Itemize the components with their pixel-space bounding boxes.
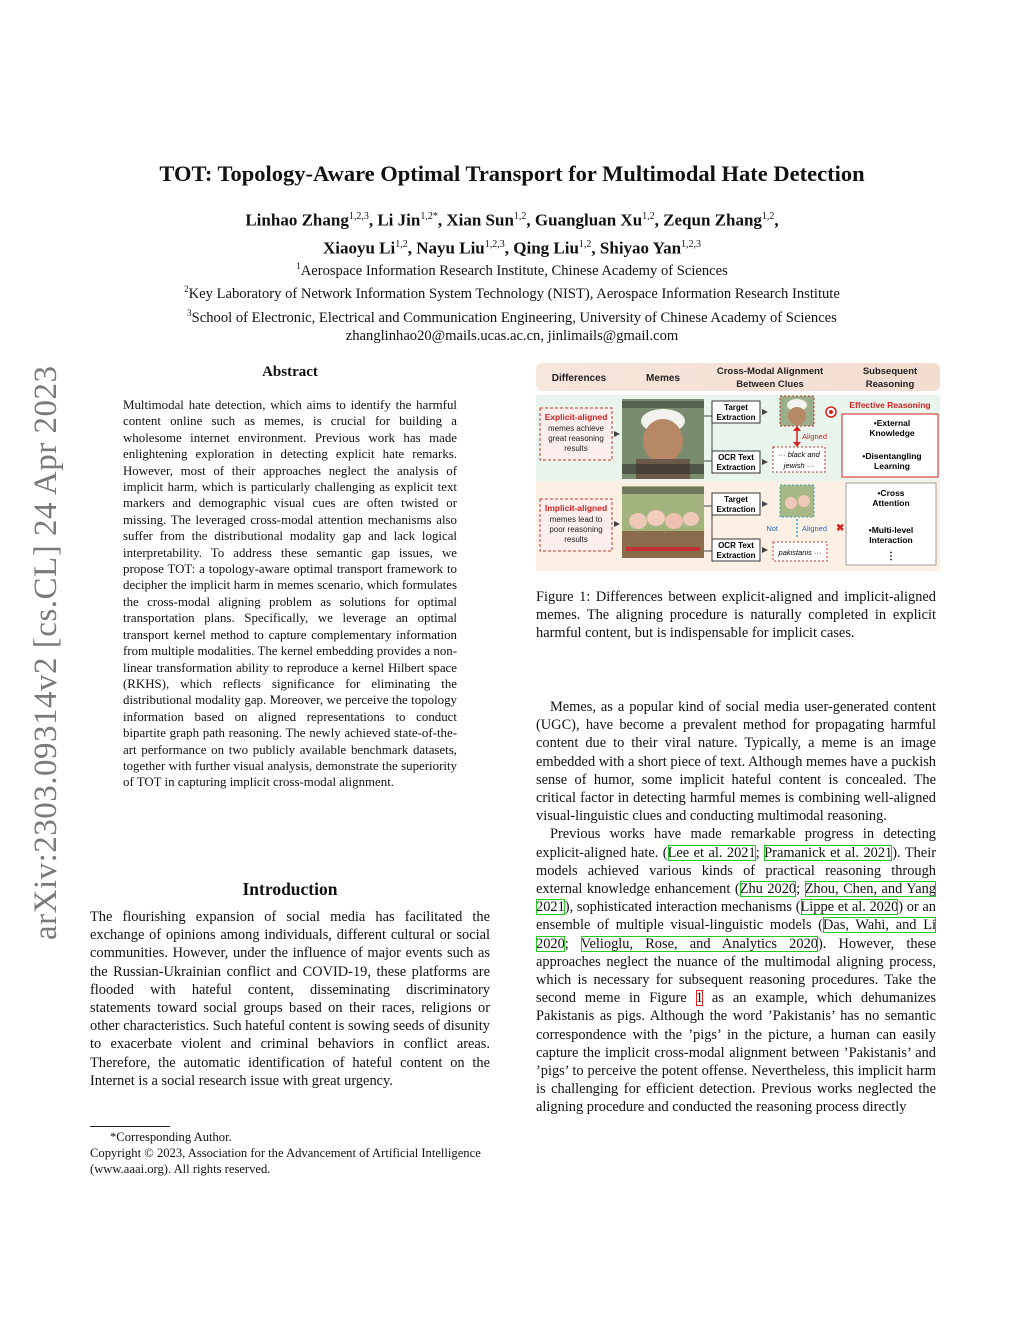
affil-text: School of Electronic, Electrical and Communication Engineering, University of Chinese Academy of Sciences xyxy=(191,309,837,326)
author-line-2: Xiaoyu Li$^{1,2}$, Nayu Liu$^{1,2,3}$, Qing Liu$^{1,2}$, Shiyao Yan$^{1,2,3}$ xyxy=(322,238,702,258)
black-jewish-1: ··· black and xyxy=(778,450,820,459)
ocr-extraction-2: Extraction xyxy=(716,463,756,472)
check-circle-dot xyxy=(829,410,833,414)
citation-link[interactable]: Lee et al. 2021 xyxy=(667,844,756,861)
fig-col-memes: Memes xyxy=(646,373,680,384)
citation-link[interactable]: Lippe et al. 2020 xyxy=(800,899,899,916)
author-affil-sup: 1,2 xyxy=(513,211,527,222)
author-list xyxy=(0,205,1024,260)
affil-sup: 2 xyxy=(184,284,189,295)
author: Linhao Zhang xyxy=(245,210,349,230)
ocr-extraction-1: OCR Text xyxy=(718,541,754,550)
aligned-label: Aligned xyxy=(802,432,828,441)
author-affil-sup: 1,2 xyxy=(642,211,655,222)
citation-link[interactable]: Das, Wahi, and Li 2020 xyxy=(536,917,936,952)
figure-1-diagram xyxy=(536,361,940,573)
text-run: ; xyxy=(755,844,765,861)
author-affil-sup: 1,2 xyxy=(761,211,775,222)
ocr-extraction-2: Extraction xyxy=(716,551,756,560)
text-run: ; xyxy=(564,935,581,952)
explicit-line-1: memes achieve xyxy=(547,424,605,433)
paragraph-memes: Memes, as a popular kind of social media user-generated content (UGC), have become a prevalent method for propagating harmful content due to their viral nature. Typically, a meme is an image embedded with a short piece of text. Although memes have a puckish sense of humor, some implicit hateful content is concealed. The critical factor in detecting harmful memes is combining well-aligned visual-linguistic clues and conducting multimodal reasoning. xyxy=(536,699,936,825)
multi-level-1: •Multi-level xyxy=(868,525,914,535)
author-affil-sup: 1,2 xyxy=(395,238,408,250)
emails[interactable]: zhanglinhao20@mails.ucas.ac.cn, jinlimails@gmail.com xyxy=(345,328,679,345)
affil-sup: 3 xyxy=(187,307,192,318)
author-affil-sup: 1,2,3 xyxy=(484,238,505,250)
abstract-heading: Abstract xyxy=(262,364,318,380)
author: Xian Sun xyxy=(446,210,514,230)
text-run: ). Their models achieved various kinds of practical reasoning through external knowledge enhancement ( xyxy=(536,844,936,898)
citation-link[interactable]: Velioglu, Rose, and Analytics 2020 xyxy=(580,935,818,952)
affil-text: Aerospace Information Research Institute, Chinese Academy of Sciences xyxy=(300,262,728,279)
cross-attention-2: Attention xyxy=(872,498,910,508)
text-run: Previous works have made remarkable progress in detecting explicit-aligned hate. ( xyxy=(536,826,936,861)
footnotes xyxy=(90,1129,490,1178)
intro-right-column xyxy=(536,698,936,1117)
effective-reasoning: Effective Reasoning xyxy=(849,400,931,410)
author-affil-sup: 1,2* xyxy=(420,211,438,222)
explicit-line-3: results xyxy=(564,444,588,453)
aligned-label-implicit: Aligned xyxy=(802,524,828,533)
author: Zequn Zhang xyxy=(663,210,762,230)
target-crop-implicit xyxy=(780,485,814,517)
abstract-body: Multimodal hate detection, which aims to identify the harmful content online such as memes, is crucial for building a wholesome internet environment. Previous work has made enlightening exploration in detecting explicit hate remarks. However, most of their approaches neglect the analysis of implicit harm, which is particularly challenging as explicit text markers and demographic visual cues are often twisted or missing. The leveraged cross-modal attention mechanisms also suffer from the distributional modality gap and lack logical interpretability. To address these semantic gap issues, we propose TOT: a topology-aware optimal transport framework to decipher the implicit harm in memes scenario, which formulates the cross-modal aligning problem as solutions for optimal transportation plans. Specifically, we leverage an optimal transport kernel method to capture complementary information from multiple modalities. The kernel embedding provides a non-linear transformation ability to reproduce a kernel Hilbert space (RKHS), which reflects significance for eliminating the distributional modality gap. Moreover, we perceive the topology information based on aligned representations to conduct bipartite graph path reasoning. The newly achieved state-of-the-art performance on two publicly available benchmark datasets, together with further visual analysis, demonstrate the superiority of TOT in capturing implicit cross-modal alignment. xyxy=(123,398,457,790)
fig-col-subsequent-2: Reasoning xyxy=(865,379,915,390)
intro-paragraph: The flourishing expansion of social media has facilitated the exchange of opinions among individuals, different cultural or social communities. However, under the influence of major events such as the Russian-Ukrainian conflict and COVID-19, these platforms are flooded with hateful content, disseminating discriminatory statements toward social groups based on their races, religions or other characteristics. Such hateful content is sowing seeds of disunity to exacerbate violent and criminal behaviors in conflict areas. Therefore, the automatic identification of hateful content on the Internet is a social research issue with great urgency. xyxy=(90,909,490,1089)
fig-col-alignment-2: Between Clues xyxy=(736,379,804,390)
affil-text: Key Laboratory of Network Information System Technology (NIST), Aerospace Information Research Institute xyxy=(188,286,840,303)
target-extraction-2: Extraction xyxy=(716,413,756,422)
ellipsis-icon: ⋮ xyxy=(886,551,896,562)
affiliation xyxy=(0,280,1024,303)
explicit-line-2: great reasoning xyxy=(548,434,604,443)
author: Qing Liu xyxy=(513,238,579,258)
author: Guangluan Xu xyxy=(534,210,643,230)
author: Shiyao Yan xyxy=(599,238,682,258)
meme-image-explicit xyxy=(622,399,704,479)
implicit-line-2: poor reasoning xyxy=(549,525,603,534)
target-extraction-2: Extraction xyxy=(716,505,756,514)
text-run: as an example, which dehumanizes Pakistanis as pigs. Although the word ’Pakistanis’ has no semantic correspondence with the ’pigs’ in the picture, a human can easily capture the implicit cross-modal alignment between ’Pakistanis’ and ’pigs’ to perceive the potent offense. Nevertheless, this implicit harm is challenging for efficient detection. Previous works neglected the aligning procedure and conducted the reasoning process directly xyxy=(536,990,936,1116)
affil-sup: 1 xyxy=(296,261,301,271)
fig-col-alignment-1: Cross-Modal Alignment xyxy=(716,366,824,377)
disentangling-2: Learning xyxy=(874,461,910,471)
figure-1 xyxy=(536,361,940,573)
pakistanis-text: pakistanis ··· xyxy=(778,548,822,557)
author: Xiaoyu Li xyxy=(322,238,396,258)
ext-knowledge-1: •External xyxy=(873,418,911,428)
author: Li Jin xyxy=(377,210,421,230)
text-run: ), sophisticated interaction mechanisms ( xyxy=(564,899,801,916)
paper-title: TOT: Topology-Aware Optimal Transport for Multimodal Hate Detection xyxy=(159,161,865,186)
introduction-heading: Introduction xyxy=(242,879,338,899)
figure-ref-link[interactable]: 1 xyxy=(695,990,703,1007)
citation-link[interactable]: Zhou, Chen, and Yang 2021 xyxy=(536,881,936,916)
affiliation xyxy=(0,257,1024,280)
ext-knowledge-2: Knowledge xyxy=(869,428,915,438)
implicit-line-3: results xyxy=(564,535,588,544)
footnote-corresponding: *Corresponding Author. xyxy=(110,1130,232,1144)
target-crop-explicit xyxy=(780,396,814,426)
citation-link[interactable]: Pramanick et al. 2021 xyxy=(764,844,893,861)
affiliation xyxy=(0,304,1024,327)
figure-1-caption: Figure 1: Differences between explicit-aligned and implicit-aligned memes. The aligning procedure is naturally completed in explicit harmful content, but is indispensable for implicit cases. xyxy=(536,589,936,642)
author: Nayu Liu xyxy=(416,238,485,258)
multi-level-2: Interaction xyxy=(869,535,913,545)
affiliations xyxy=(0,257,1024,346)
cross-icon: ✖ xyxy=(836,523,845,534)
arxiv-stamp: arXiv:2303.09314v2 [cs.CL] 24 Apr 2023 xyxy=(28,365,64,940)
cross-attention-1: •Cross xyxy=(877,488,905,498)
ocr-extraction-1: OCR Text xyxy=(718,453,754,462)
paragraph-previous-works xyxy=(536,825,936,1116)
author-affil-sup: 1,2,3 xyxy=(681,238,702,250)
target-extraction-1: Target xyxy=(724,403,748,412)
text-run: ; xyxy=(796,881,805,898)
text-run: ). However, these approaches neglect the nuance of the multimodal aligning process, which is necessary for subsequent reasoning procedures. Take the second meme in Figure xyxy=(536,935,936,1007)
text-run: ) or an ensemble of multiple visual-linguistic models ( xyxy=(536,899,936,934)
author-line-1: Linhao Zhang$^{1,2,3}$, Li Jin$^{1,2*}$, Xian Sun$^{1,2}$, Guangluan Xu$^{1,2}$, Zequn Zhang$^{1,2}$, xyxy=(245,210,779,230)
disentangling-1: •Disentangling xyxy=(862,451,922,461)
target-extraction-1: Target xyxy=(724,495,748,504)
implicit-title: Implicit-aligned xyxy=(544,503,608,513)
fig-col-differences: Differences xyxy=(551,373,607,384)
black-jewish-2: jewish ··· xyxy=(783,461,815,470)
footnote-copyright: Copyright © 2023, Association for the Advancement of Artificial Intelligence (www.aaai.org). All rights reserved. xyxy=(90,1146,481,1177)
footnote-rule xyxy=(90,1126,170,1127)
author-affil-sup: 1,2,3 xyxy=(348,211,369,222)
fig-col-subsequent-1: Subsequent xyxy=(862,366,918,377)
not-label: Not xyxy=(766,524,778,533)
citation-link[interactable]: Zhu 2020 xyxy=(739,881,797,898)
intro-left-column xyxy=(90,908,490,1090)
meme-image-implicit xyxy=(622,486,704,558)
author-affil-sup: 1,2 xyxy=(578,238,592,250)
explicit-title: Explicit-aligned xyxy=(544,412,608,422)
implicit-line-1: memes lead to xyxy=(549,515,603,524)
